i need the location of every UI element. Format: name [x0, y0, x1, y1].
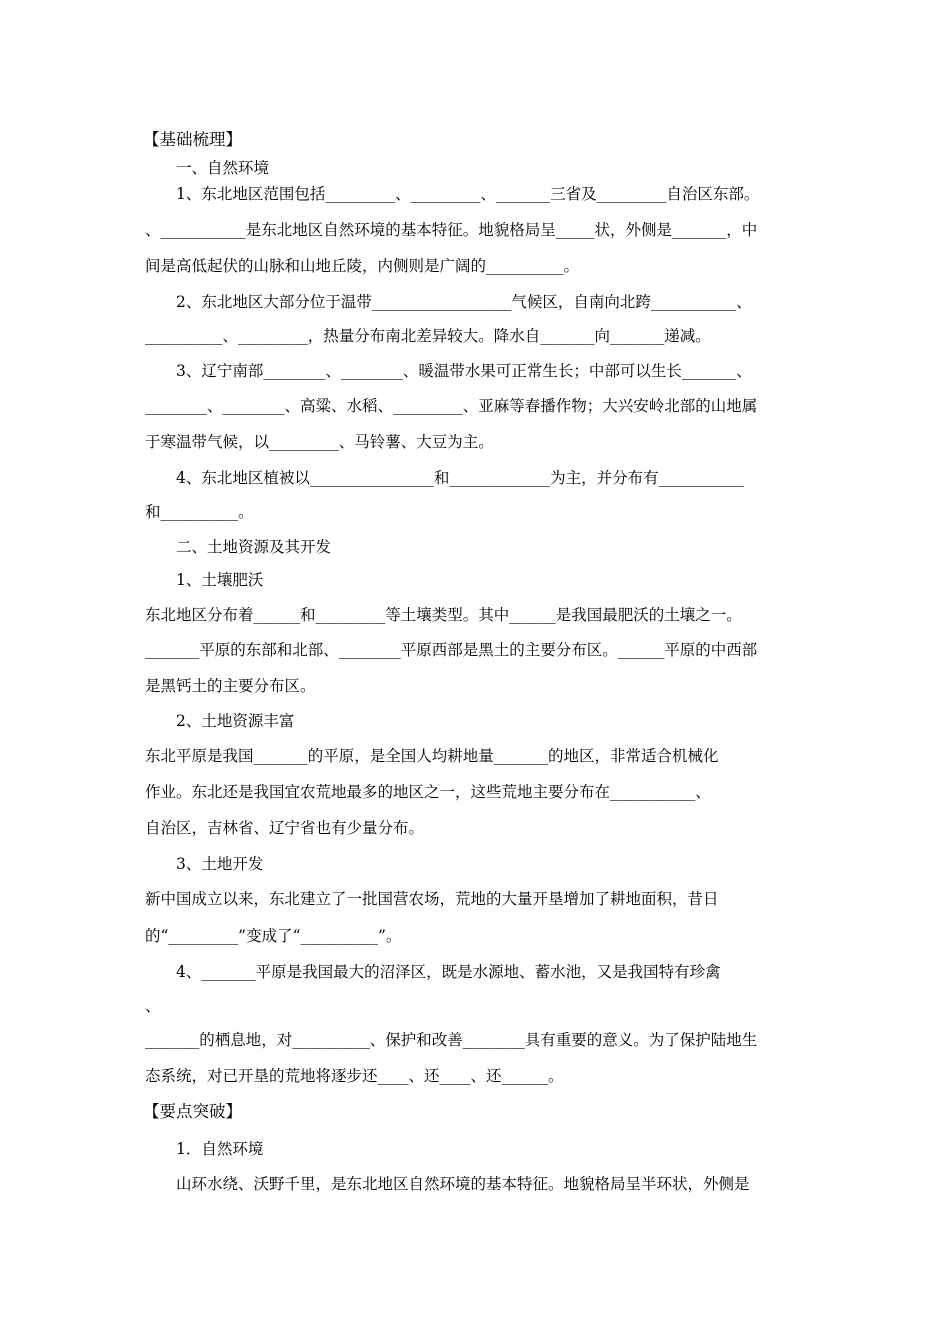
- text-line: 是黑钙土的主要分布区。: [145, 677, 316, 695]
- text-line: 4、_______平原是我国最大的沼泽区，既是水源地、蓄水池，又是我国特有珍禽: [176, 963, 721, 981]
- text-line: 新中国成立以来，东北建立了一批国营农场，荒地的大量开垦增加了耕地面积，昔日: [145, 890, 719, 908]
- text-line: 的“_________”变成了“__________”。: [145, 927, 402, 945]
- section-title-basic: 【基础梳理】: [143, 130, 242, 149]
- text-line: 3、辽宁南部________、________、暖温带水果可正常生长；中部可以生长_______、: [176, 362, 752, 380]
- subheading-soil: 1、土壤肥沃: [176, 571, 264, 589]
- text-line: 1、东北地区范围包括_________、_________、_______三省及_________自治区东部。: [176, 185, 760, 203]
- heading-land-resources: 二、土地资源及其开发: [176, 538, 332, 556]
- text-line: __________、_________，热量分布南北差异较大。降水自_______向_______递减。: [145, 327, 711, 345]
- text-line: _______的栖息地，对__________、保护和改善________具有重要的意义。为了保护陆地生: [145, 1031, 758, 1049]
- text-line: 于寒温带气候，以_________、马铃薯、大豆为主。: [145, 433, 494, 451]
- text-line: 自治区，吉林省、辽宁省也有少量分布。: [145, 819, 425, 837]
- text-line: 、___________是东北地区自然环境的基本特征。地貌格局呈_____状，外侧是_______，中: [145, 221, 758, 239]
- text-line: 2、东北地区大部分位于温带__________________气候区，自南向北跨___________、: [176, 293, 752, 311]
- text-line: _______平原的东部和北部、________平原西部是黑土的主要分布区。______平原的中西部: [145, 641, 758, 659]
- text-line: 态系统，对已开垦的荒地将逐步还____、还____、还______。: [145, 1067, 564, 1085]
- text-line: 东北平原是我国_______的平原，是全国人均耕地量_______的地区，非常适合机械化: [145, 747, 719, 765]
- text-line: 东北地区分布着______和_________等土壤类型。其中______是我国最肥沃的土壤之一。: [145, 606, 742, 624]
- subheading-land-dev: 3、土地开发: [176, 855, 264, 873]
- text-line: 、: [145, 997, 161, 1015]
- text-line: 山环水绕、沃野千里，是东北地区自然环境的基本特征。地貌格局呈半环状，外侧是: [176, 1175, 750, 1193]
- text-line: 和__________。: [145, 503, 254, 521]
- text-line: 4、东北地区植被以________________和_____________为主，并分布有___________: [176, 469, 744, 487]
- subheading-land-rich: 2、土地资源丰富: [176, 712, 295, 730]
- text-line: 间是高低起伏的山脉和山地丘陵，内侧则是广阔的__________。: [145, 257, 580, 275]
- text-line: ________、________、高粱、水稻、_________、亚麻等春播作物；大兴安岭北部的山地属: [145, 397, 758, 415]
- subheading-natural: 1．自然环境: [176, 1140, 264, 1158]
- heading-natural-environment: 一、自然环境: [176, 159, 270, 177]
- text-line: 作业。东北还是我国宜农荒地最多的地区之一，这些荒地主要分布在___________、: [145, 783, 711, 801]
- section-title-key: 【要点突破】: [143, 1102, 242, 1121]
